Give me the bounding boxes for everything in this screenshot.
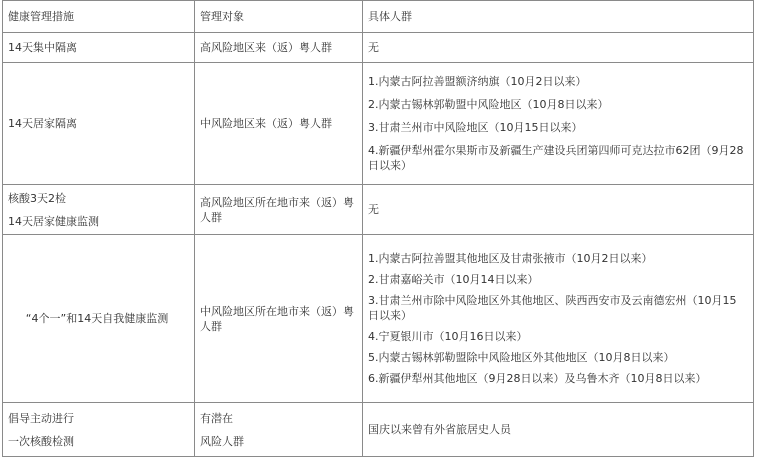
measure-cell: 核酸3天2检 14天居家健康监测 (3, 185, 195, 235)
header-measure: 健康管理措施 (3, 1, 195, 33)
groups-cell: 无 (363, 185, 754, 235)
measure-cell: 倡导主动进行 一次核酸检测 (3, 403, 195, 457)
target-cell: 高风险地区所在地市来（返）粤人群 (195, 185, 363, 235)
target-cell: 高风险地区来（返）粤人群 (195, 33, 363, 63)
table-row (3, 185, 754, 235)
table-header-row (3, 1, 754, 33)
target-cell: 中风险地区来（返）粤人群 (195, 63, 363, 185)
groups-cell: 无 (363, 33, 754, 63)
measure-cell: 14天居家隔离 (3, 63, 195, 185)
groups-cell: 1.内蒙古阿拉善盟其他地区及甘肃张掖市（10月2日以来） 2.甘肃嘉峪关市（10月14日以来） 3.甘肃兰州市除中风险地区外其他地区、陕西西安市及云南德宏州（10月15日以来） 4.宁夏银川市（10月16日以来） 5.内蒙古锡林郭勒盟除中风险地区外其他地区（10月8日以来） 6.新疆伊犁州其他地区（9月28日以来）及乌鲁木齐（10月8日以来） (363, 235, 754, 403)
health-measures-table (2, 0, 754, 457)
groups-cell: 国庆以来曾有外省旅居史人员 (363, 403, 754, 457)
groups-cell: 1.内蒙古阿拉善盟额济纳旗（10月2日以来） 2.内蒙古锡林郭勒盟中风险地区（10月8日以来） 3.甘肃兰州市中风险地区（10月15日以来） 4.新疆伊犁州霍尔果斯市及新疆生产建设兵团第四师可克达拉市62团（9月28日以来） (363, 63, 754, 185)
target-cell: 中风险地区所在地市来（返）粤人群 (195, 235, 363, 403)
target-cell: 有潜在 风险人群 (195, 403, 363, 457)
measure-cell: 14天集中隔离 (3, 33, 195, 63)
table-row (3, 33, 754, 63)
table-row (3, 235, 754, 403)
table-row (3, 403, 754, 457)
measure-cell: “4个一”和14天自我健康监测 (3, 235, 195, 403)
table-row (3, 63, 754, 185)
header-groups: 具体人群 (363, 1, 754, 33)
header-target: 管理对象 (195, 1, 363, 33)
